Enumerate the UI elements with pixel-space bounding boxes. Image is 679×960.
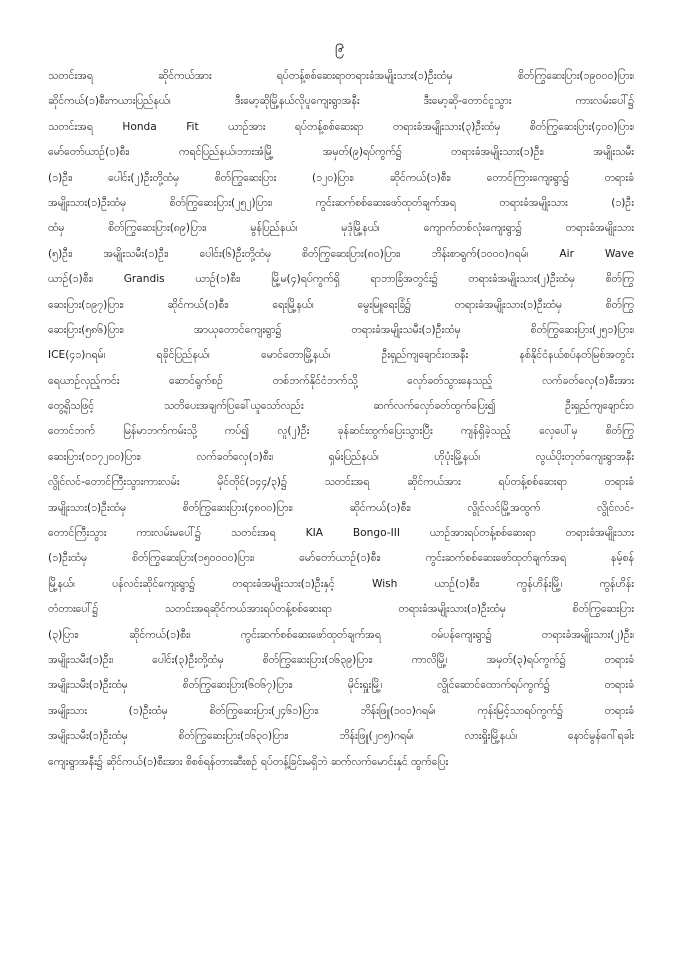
text-line: အမျိုးသမီး(၁)ဦး၊ ပေါင်း(၃)ဦးတို့ထံမှ စိတ်ကြွဆေးပြား(၁၆၃၉)ပြား၊ ကာလိမြို့၊ အမှတ်(၃)ရပ်ကွက်၌ တရားခံ [48, 653, 634, 666]
text-line: ဆေးပြား(၁၉၇)ပြား၊ ဆိုင်ကယ်(၁)စီး၊ ရေးမြို့နယ်၊ မွေးမြူရေးခြံ၌ တရားခံအမျိုးသား(၁)ဦးထံမှ စိတ်ကြွ [48, 298, 634, 311]
text-line: လွိုင်လင်-တောင်ကြီးသွားကားလမ်း မိုင်တိုင်(၁၄၄/၃)၌ သတင်းအရ ဆိုင်ကယ်အား ရပ်တန့်စစ်ဆေးရာ တရားခံ [48, 476, 634, 489]
text-line: သတင်းအရ Honda Fit ယာဉ်အား ရပ်တန့်စစ်ဆေးရာ တရားခံအမျိုးသား(၃)ဦးထံမှ စိတ်ကြွဆေးပြား(၄၀၀)ပြား၊ [48, 120, 634, 133]
text-line: ယာဉ်(၁)စီး၊ Grandis ယာဉ်(၁)စီး၊ မြို့မ(၄)ရပ်ကွက်ရှိ ရာဘာခြံအတွင်း၌ တရားခံအမျိုးသား(၂)ဦးထံမှ စိတ်ကြွ [48, 273, 634, 286]
text-line: မော်တော်ယာဉ်(၁)စီး၊ ကရင်ပြည်နယ်၊ဘားအံမြို့ အမှတ်(၉)ရပ်ကွက်၌ တရားခံအမျိုးသား(၁)ဦး၊ အမျိုးသမီး [48, 146, 634, 159]
text-line: တောင်ဘက် မြန်မာဘက်ကမ်းသို့ ကပ်၍ လူ(၂)ဦး ခုန်ဆင်းထွက်ပြေးသွားပြီး ကျန်ရှိခဲ့သည့် လှေပေါ်မှ စိတ်ကြွ [48, 425, 634, 438]
text-line: အမျိုးသမီး(၁)ဦးထံမှ စိတ်ကြွဆေးပြား(၆၀၆၇)ပြား၊ မိုင်းရှူးမြို့၊ လွိုင်ဆောင်ထောက်ရပ်ကွက်၌ တရားခံ [48, 679, 634, 692]
text-line: ကျေးရွာအနီး၌ ဆိုင်ကယ်(၁)စီးအား စိစစ်ရန်တားဆီးစဉ် ရပ်တန့်ခြင်းမရှိဘဲ ဆက်လက်မောင်းနှင် ထွက်ပြေး [48, 755, 449, 768]
text-line: တံတားပေါ်၌ သတင်းအရဆိုင်ကယ်အားရပ်တန့်စစ်ဆေးရာ တရားခံအမျိုးသား(၁)ဦးထံမှ စိတ်ကြွဆေးပြား [48, 603, 634, 616]
text-line: (၅)ဦး၊ အမျိုးသမီး(၁)ဦး၊ ပေါင်း(၆)ဦးတို့ထံမှ စိတ်ကြွဆေးပြား(၈၀)ပြား၊ ဘိန်းစာရွက်(၁၀၀၀)ဂရမ်၊ Air Wave [48, 247, 634, 260]
page-number: ၉ [334, 36, 345, 56]
text-line: ဆေးပြား(၅၈၆)ပြား၊ အာယုတောင်ကျေးရွာ၌ တရားခံအမျိုးသမီး(၁)ဦးထံမှ စိတ်ကြွဆေးပြား(၂၅၁)ပြား၊ [48, 323, 634, 336]
text-line: အမျိုးသား(၁)ဦးထံမှ စိတ်ကြွဆေးပြား(၄၈၀၀)ပြား၊ ဆိုင်ကယ်(၁)စီး၊ လွိုင်လင်မြို့အထွက် လွိုင်လင်- [48, 501, 634, 514]
text-line: (၁)ဦးထံမှ စိတ်ကြွဆေးပြား(၁၅၀၀၀၀)ပြား၊ မော်တော်ယာဉ်(၁)စီး၊ ကွင်းဆက်စစ်ဆေးဖော်ထုတ်ချက်အရ နမ့်စန် [48, 552, 634, 565]
text-line: (၁)ဦး၊ ပေါင်း(၂)ဦးတို့ထံမှ စိတ်ကြွဆေးပြား (၁၂၀)ပြား၊ ဆိုင်ကယ်(၁)စီး၊ တောင်ကြားကျေးရွာ၌ တရားခံ [48, 171, 634, 184]
text-line: အမျိုးသား(၁)ဦးထံမှ စိတ်ကြွဆေးပြား(၂၅၂)ပြား၊ ကွင်းဆက်စစ်ဆေးဖော်ထုတ်ချက်အရ တရားခံအမျိုးသား (၁)ဦး [48, 196, 634, 209]
text-line: (၃)ပြား၊ ဆိုင်ကယ်(၁)စီး၊ ကွင်းဆက်စစ်ဆေးဖော်ထုတ်ချက်အရ ဝမ်ပန်ကျေးရွာ၌ တရားခံအမျိုးသား(၂)ဦး၊ [48, 628, 634, 641]
text-line: တွေ့ရှိသဖြင့် သတိပေးအချက်ပြခေါ်ယူသော်လည်း ဆက်လက်လှော်ခတ်ထွက်ပြေး၍ ဦးရှည်ကျချောင်းဝ [48, 400, 634, 413]
text-line: ဆေးပြား(၁၁၇၂၀၀)ပြား၊ လက်ခတ်လှေ(၁)စီး၊ ရှမ်းပြည်နယ်၊ ဟိုပုံးမြို့နယ်၊ လွယ်ပိုးတုတ်ကျေးရွာအနီး [48, 450, 634, 463]
body-text [48, 64, 634, 775]
text-line: တောင်ကြီးသွား ကားလမ်းမပေါ်၌ သတင်းအရ KIA Bongo-III ယာဉ်အားရပ်တန့်စစ်ဆေးရာ တရားခံအမျိုးသား [48, 527, 634, 540]
text-line: မြို့နယ်၊ ပန်လင်းဆိုင်ကျေးရွာ၌ တရားခံအမျိုးသား(၁)ဦးနှင့် Wish ယာဉ်(၁)စီး၊ ကွန်ဟိန်းမြို့၊ ကွန်ဟိန်း [48, 577, 634, 590]
text-line: ICE(၄၁)ဂရမ်၊ ရခိုင်ပြည်နယ်၊ မောင်တောမြို့နယ်၊ ဦးရှည်ကျချောင်းဝအနီး နစ်နိုင်ငံနယ်စပ်နတ်မြစ်အတွင်း [48, 349, 634, 362]
text-line: ထံမှ စိတ်ကြွဆေးပြား(၈၉)ပြား၊ မွန်ပြည်နယ်၊ မုဒုံမြို့နယ်၊ ကျောက်တစ်လုံးကျေးရွာ၌ တရားခံအမျိုးသား [48, 222, 634, 235]
text-line: ရေယာဉ်လှည့်ကင်း ဆောင်ရွက်စဉ် တစ်ဘက်နိုင်ငံဘက်သို့ လှော်ခတ်သွားနေသည့် လက်ခတ်လှေ(၁)စီးအား [48, 374, 634, 387]
text-line: ဆိုင်ကယ်(၁)စီးကယားပြည်နယ်၊ ဒီးမော့ဆိုမြို့နယ်လိုပူကျေးရွာအနီး ဒီးမော့ဆို-တောင်ငူသွား ကားလမ်းပေါ်၌ [48, 95, 634, 108]
text-line: သတင်းအရ ဆိုင်ကယ်အား ရပ်တန့်စစ်ဆေးရာတရားခံအမျိုးသား(၁)ဦးထံမှ စိတ်ကြွဆေးပြား(၁၉၀၀၀)ပြား၊ [48, 70, 634, 82]
text-line: အမျိုးသား (၁)ဦးထံမှ စိတ်ကြွဆေးပြား(၂၄၆၁)ပြား၊ ဘိန်းဖြူ(၁၀၁)ဂရမ်၊ ကုန်းမြင့်သာရပ်ကွက်၌ တရားခံ [48, 704, 634, 717]
text-line: အမျိုးသမီး(၁)ဦးထံမှ စိတ်ကြွဆေးပြား(၁၆၃၀)ပြား၊ ဘိန်းဖြူ(၂၀၅)ဂရမ်၊ လားရှိုးမြို့နယ်၊ နောင်မွန်ဂေါ်ရခါး [48, 730, 634, 743]
